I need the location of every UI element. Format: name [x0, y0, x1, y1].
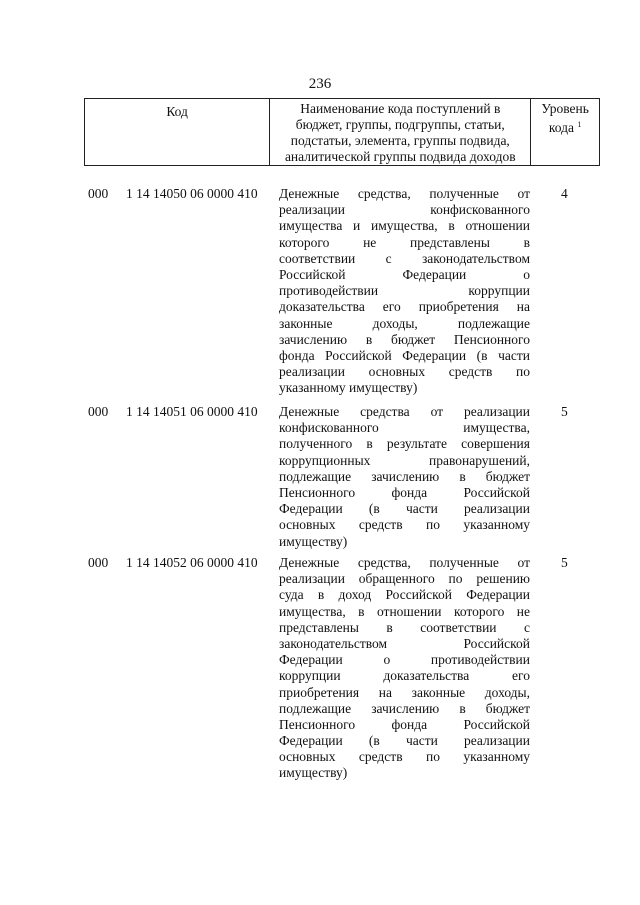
- description-line: которого не представлены в: [279, 234, 530, 250]
- header-level-word: кода: [548, 120, 575, 135]
- description-line: коррупции доказательства его: [279, 668, 530, 684]
- description-line: имуществу): [279, 533, 348, 549]
- page-number: 236: [308, 76, 332, 92]
- description-line: Пенсионного фонда Российской: [279, 484, 530, 500]
- code-level: 5: [561, 555, 568, 570]
- header-name-line: Наименование кода поступлений в: [300, 101, 501, 116]
- description-line: реализации обращенного по решению: [279, 571, 530, 587]
- revenue-code: 1 14 14052 06 0000 410: [126, 555, 258, 570]
- footnote-marker: 1: [577, 120, 582, 129]
- code-level: 4: [561, 186, 568, 201]
- header-name-line: аналитической группы подвида доходов: [284, 149, 516, 164]
- header-name-line: подстатьи, элемента, группы подвида,: [290, 133, 510, 148]
- table-header: [84, 98, 600, 166]
- description-line: полученного в результате совершения: [279, 436, 530, 452]
- description-line: Пенсионного фонда Российской: [279, 716, 530, 732]
- admin-code: 000: [88, 404, 109, 419]
- revenue-description: [279, 186, 530, 396]
- description-line: приобретения на законные доходы,: [279, 684, 530, 700]
- header-level-line: Уровень: [541, 101, 589, 116]
- description-line: реализации конфискованного: [279, 202, 530, 218]
- revenue-description: [279, 555, 530, 782]
- description-line: конфискованного имущества,: [279, 420, 530, 436]
- description-line: основных средств по указанному: [279, 749, 530, 765]
- description-line: имущества, в отношении которого не: [279, 603, 530, 619]
- header-level-line: [531, 117, 599, 136]
- description-line: Федерации (в части реализации: [279, 733, 530, 749]
- revenue-description: [279, 404, 530, 550]
- description-line: подлежащие зачислению в бюджет: [279, 700, 530, 716]
- header-name-line: бюджет, группы, подгруппы, статьи,: [295, 117, 505, 132]
- description-line: противодействии коррупции: [279, 283, 530, 299]
- description-line: представлены в соответствии с: [279, 619, 530, 635]
- description-line: Денежные средства, полученные от: [279, 555, 530, 570]
- description-line: зачислению в бюджет Пенсионного: [279, 331, 530, 347]
- description-line: Денежные средства от реализации: [279, 404, 530, 419]
- description-line: законные доходы, подлежащие: [279, 315, 530, 331]
- description-line: Федерации (в части реализации: [279, 501, 530, 517]
- description-line: основных средств по указанному: [279, 517, 530, 533]
- admin-code: 000: [88, 555, 109, 570]
- revenue-code: 1 14 14050 06 0000 410: [126, 186, 258, 201]
- description-line: суда в доход Российской Федерации: [279, 587, 530, 603]
- header-name: [270, 99, 531, 166]
- description-line: реализации основных средств по: [279, 364, 530, 380]
- description-line: доказательства его приобретения на: [279, 299, 530, 315]
- description-line: имуществу): [279, 765, 348, 781]
- description-line: коррупционных правонарушений,: [279, 452, 530, 468]
- revenue-code: 1 14 14051 06 0000 410: [126, 404, 258, 419]
- header-level: [531, 99, 600, 166]
- description-line: Денежные средства, полученные от: [279, 186, 530, 201]
- description-line: фонда Российской Федерации (в части: [279, 347, 530, 363]
- description-line: имущества и имущества, в отношении: [279, 218, 530, 234]
- description-line: законодательством Российской: [279, 635, 530, 651]
- description-line: Российской Федерации о: [279, 266, 530, 282]
- header-code: Код: [85, 99, 270, 166]
- admin-code: 000: [88, 186, 109, 201]
- description-line: Федерации о противодействии: [279, 652, 530, 668]
- code-level: 5: [561, 404, 568, 419]
- description-line: соответствии с законодательством: [279, 250, 530, 266]
- description-line: подлежащие зачислению в бюджет: [279, 468, 530, 484]
- description-line: указанному имуществу): [279, 380, 418, 396]
